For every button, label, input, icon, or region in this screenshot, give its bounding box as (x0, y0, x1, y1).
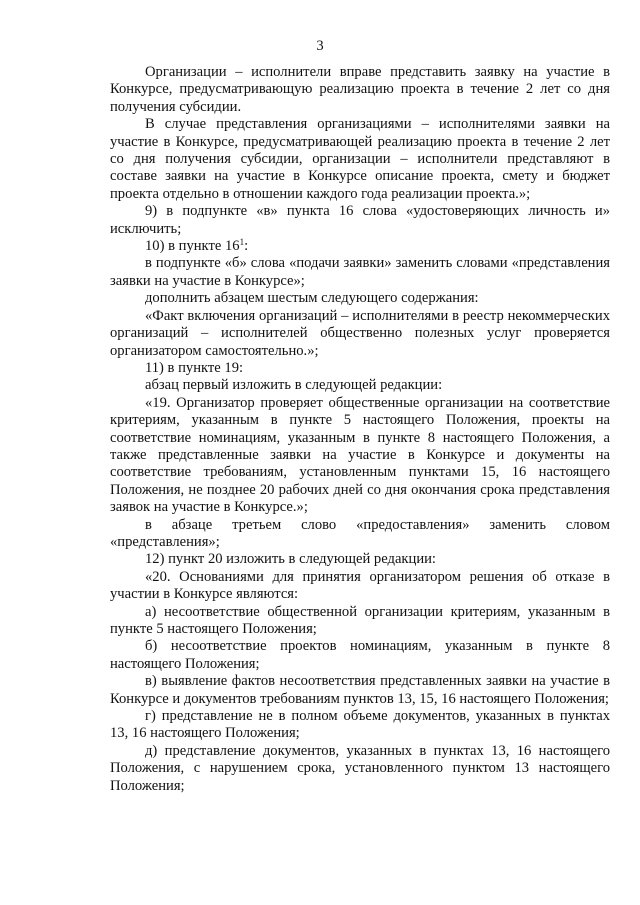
paragraph: дополнить абзацем шестым следующего содержания: (145, 290, 479, 307)
paragraph: «20. Основаниями для принятия организатором решения об отказе в участии в Конкурсе являются: (110, 568, 610, 603)
item-10-text: 10) в пункте 16 (145, 238, 240, 255)
superscript: 1 (239, 237, 245, 248)
page-number: 3 (316, 38, 324, 54)
paragraph: 11) в пункте 19: (145, 359, 244, 376)
paragraph: Организации – исполнители вправе представить заявку на участие в Конкурсе, предусматривающую реализацию проекта в течение 2 лет со дня получения субсидии. (110, 64, 610, 115)
paragraph: 9) в подпункте «в» пункта 16 слова «удостоверяющих личность и» исключить; (110, 203, 610, 237)
paragraph: б) несоответствие проектов номинациям, указанным в пункте 8 настоящего Положения; (110, 638, 610, 672)
paragraph: «19. Организатор проверяет общественные организации на соответствие критериям, указанным в пункте 5 настоящего Положения, проекты на соответствие номинациям, указанным в пункте 8 настоящего Положения, а также представленные заявки на участие в Конкурсе и документы на соответствие требованиям, установленным пунктами 15, 16 настоящего Положения, не позднее 20 рабочих дней со дня окончания срока представления заявок на участие в Конкурсе.»; (110, 394, 610, 516)
item-10-suffix: : (244, 238, 249, 255)
paragraph: г) представление не в полном объеме документов, указанных в пунктах 13, 16 настоящего Положения; (110, 708, 610, 742)
paragraph: В случае представления организациями – исполнителями заявки на участие в Конкурсе, предусматривающей реализацию проекта в течение 2 лет со дня получения субсидии, организации – исполнители представляют в составе заявки на участие в Конкурсе описание проекта, смету и бюджет проекта отдельно в отношении каждого года реализации проекта.»; (110, 116, 610, 202)
paragraph: в подпункте «б» слова «подачи заявки» заменить словами «представления заявки на участие в Конкурсе»; (110, 255, 610, 289)
paragraph: 12) пункт 20 изложить в следующей редакции: (145, 551, 436, 568)
paragraph: д) представление документов, указанных в пунктах 13, 16 настоящего Положения, с нарушением срока, установленного пунктом 13 настоящего Положения; (110, 742, 610, 794)
document-body (110, 64, 610, 795)
paragraph-item-10 (110, 238, 610, 255)
paragraph: абзац первый изложить в следующей редакции: (145, 377, 443, 394)
paragraph: а) несоответствие общественной организации критериям, указанным в пункте 5 настоящего Положения; (110, 603, 610, 637)
paragraph: в) выявление фактов несоответствия представленных заявки на участие в Конкурсе и документов требованиям пунктов 13, 15, 16 настоящего Положения; (110, 673, 610, 707)
paragraph: в абзаце третьем слово «предоставления» заменить словом «представления»; (110, 516, 610, 550)
paragraph: «Факт включения организаций – исполнителями в реестр некоммерческих организаций – исполнителей общественно полезных услуг проверяется организатором самостоятельно.»; (110, 307, 610, 359)
